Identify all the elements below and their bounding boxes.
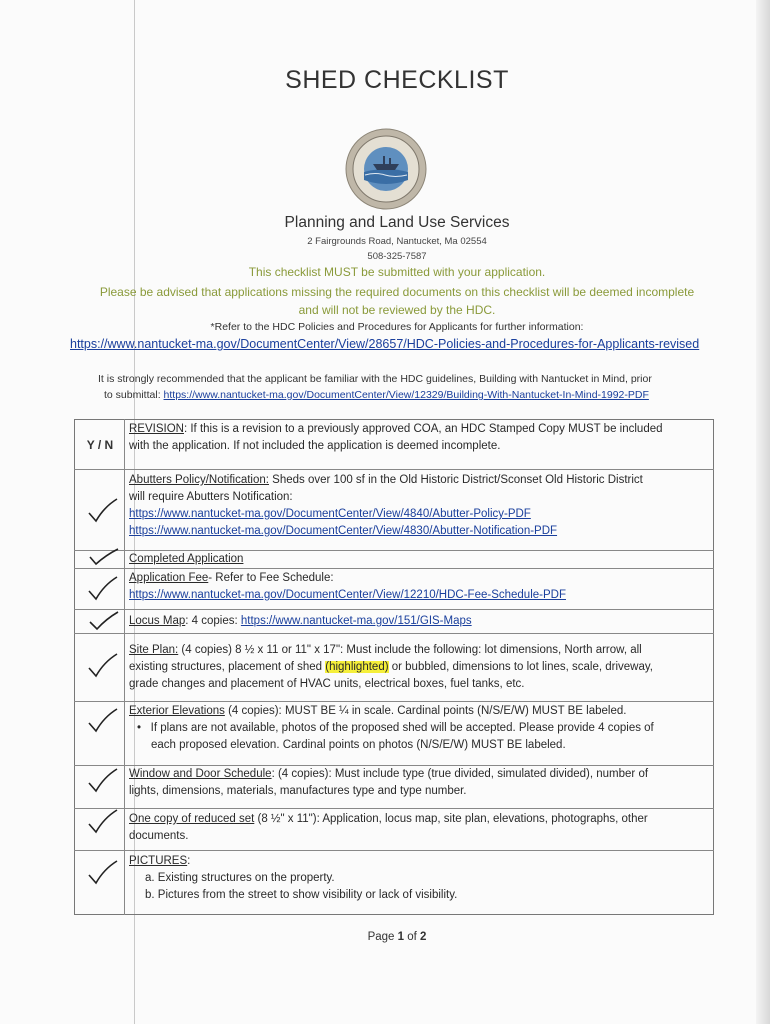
footer-mid: of xyxy=(404,931,421,943)
row-divider xyxy=(74,568,714,569)
footer-prefix: Page xyxy=(367,931,398,943)
town-seal-logo xyxy=(345,128,427,210)
window-door-schedule-row xyxy=(129,766,711,800)
row-divider xyxy=(74,469,714,470)
revision-heading: REVISION xyxy=(129,423,184,435)
page-footer xyxy=(0,931,770,943)
site-plan-text: (4 copies) 8 ½ x 11 or 11" x 17": Must include the following: lot dimensions, North arrow, all xyxy=(178,644,642,656)
checkmark-icon xyxy=(86,652,120,680)
page-edge-shadow xyxy=(756,0,770,1024)
row-divider xyxy=(74,633,714,634)
reduced-set-heading: One copy of reduced set xyxy=(129,813,255,825)
locus-map-row xyxy=(129,613,711,630)
org-name: Planning and Land Use Services xyxy=(284,214,510,231)
exterior-bullet-text-2: each proposed elevation. Cardinal points on photos (N/S/E/W) MUST BE labeled. xyxy=(151,739,566,751)
reduced-set-row xyxy=(129,811,711,845)
checkmark-icon xyxy=(86,575,120,603)
completed-application-row xyxy=(129,551,711,568)
locus-map-heading: Locus Map xyxy=(129,615,186,627)
window-door-schedule-heading: Window and Door Schedule xyxy=(129,768,272,780)
exterior-elevations-text: (4 copies): MUST BE ¼ in scale. Cardinal points (N/S/E/W) MUST BE labeled. xyxy=(224,705,627,717)
abutters-text-2: will require Abutters Notification: xyxy=(129,491,293,503)
checkmark-icon xyxy=(86,707,120,735)
abutters-row xyxy=(129,472,711,540)
abutters-heading: Abutters Policy/Notification: xyxy=(129,474,269,486)
checkmark-icon xyxy=(86,767,120,795)
page-total: 2 xyxy=(420,931,427,943)
window-door-schedule-text-2: lights, dimensions, materials, manufactures type and type number. xyxy=(129,785,467,797)
recommend-line-1: It is strongly recommended that the applicant be familiar with the HDC guidelines, Building with Nantucket in Mind, prior xyxy=(98,373,652,385)
page-number: 1 xyxy=(397,931,405,943)
yn-header: Y / N xyxy=(86,438,114,452)
exterior-elevations-row xyxy=(129,703,711,754)
abutter-policy-link[interactable]: https://www.nantucket-ma.gov/DocumentCenter/View/4840/Abutter-Policy-PDF xyxy=(129,508,531,520)
policies-link[interactable]: https://www.nantucket-ma.gov/DocumentCenter/View/28657/HDC-Policies-and-Procedures-for-Applicants-revised xyxy=(70,337,700,351)
site-plan-text-2b: or bubbled, dimensions to lot lines, scale, driveway, xyxy=(388,661,653,673)
application-fee-heading: Application Fee xyxy=(129,572,209,584)
pictures-item-b: b. Pictures from the street to show visibility or lack of visibility. xyxy=(145,889,458,901)
notice-line-1: This checklist MUST be submitted with your application. xyxy=(248,265,546,279)
pictures-colon: : xyxy=(187,855,191,867)
refer-text: *Refer to the HDC Policies and Procedures for Applicants for further information: xyxy=(210,321,584,333)
locus-map-text: : 4 copies: xyxy=(185,615,241,627)
pictures-row xyxy=(129,853,711,904)
recommend-prefix: to submittal: xyxy=(104,389,164,401)
site-plan-heading: Site Plan: xyxy=(129,644,179,656)
gis-maps-link[interactable]: https://www.nantucket-ma.gov/151/GIS-Maps xyxy=(240,615,472,627)
application-fee-row xyxy=(129,570,711,604)
recommend-line-2 xyxy=(104,389,649,401)
abutters-text: Sheds over 100 sf in the Old Historic District/Sconset Old Historic District xyxy=(268,474,643,486)
row-divider xyxy=(74,701,714,702)
notice-line-2: Please be advised that applications missing the required documents on this checklist will be deemed incomplete xyxy=(99,285,695,299)
revision-text: : If this is a revision to a previously approved COA, an HDC Stamped Copy MUST be included xyxy=(183,423,663,435)
org-phone: 508-325-7587 xyxy=(367,251,427,262)
guidelines-link[interactable]: https://www.nantucket-ma.gov/DocumentCenter/View/12329/Building-With-Nantucket-In-Mind-1992-PDF xyxy=(163,389,649,401)
exterior-bullet-text: If plans are not available, photos of the proposed shed will be accepted. Please provide 4 copies of xyxy=(150,722,654,734)
site-plan-text-3: grade changes and placement of HVAC units, electrical boxes, fuel tanks, etc. xyxy=(129,678,525,690)
abutter-notification-link[interactable]: https://www.nantucket-ma.gov/DocumentCenter/View/4830/Abutter-Notification-PDF xyxy=(129,525,558,537)
page-title: SHED CHECKLIST xyxy=(285,66,509,94)
checkmark-icon xyxy=(86,859,120,887)
checkmark-icon xyxy=(86,547,120,567)
reduced-set-text: (8 ½" x 11"): Application, locus map, site plan, elevations, photographs, other xyxy=(254,813,648,825)
row-divider xyxy=(74,609,714,610)
checkmark-icon xyxy=(86,610,120,632)
table-column-divider xyxy=(124,419,125,915)
exterior-bullet xyxy=(129,720,711,737)
fee-schedule-link[interactable]: https://www.nantucket-ma.gov/DocumentCenter/View/12210/HDC-Fee-Schedule-PDF xyxy=(129,589,566,601)
completed-application-heading: Completed Application xyxy=(129,553,244,565)
highlighted-word: (highlighted) xyxy=(325,661,389,673)
bullet-icon: • xyxy=(137,722,151,734)
pictures-item-a: a. Existing structures on the property. xyxy=(145,872,335,884)
site-plan-row xyxy=(129,642,711,693)
site-plan-text-2a: existing structures, placement of shed xyxy=(129,661,326,673)
exterior-elevations-heading: Exterior Elevations xyxy=(129,705,225,717)
org-address: 2 Fairgrounds Road, Nantucket, Ma 02554 xyxy=(307,236,487,247)
application-fee-text: - Refer to Fee Schedule: xyxy=(208,572,334,584)
window-door-schedule-text: : (4 copies): Must include type (true divided, simulated divided), number of xyxy=(271,768,649,780)
reduced-set-text-2: documents. xyxy=(129,830,189,842)
notice-line-3: and will not be reviewed by the HDC. xyxy=(298,303,496,317)
revision-row xyxy=(129,421,711,455)
checkmark-icon xyxy=(86,808,120,836)
revision-text-2: with the application. If not included the application is deemed incomplete. xyxy=(129,440,501,452)
pictures-heading: PICTURES xyxy=(129,855,188,867)
row-divider xyxy=(74,808,714,809)
checkmark-icon xyxy=(86,497,120,525)
row-divider xyxy=(74,850,714,851)
